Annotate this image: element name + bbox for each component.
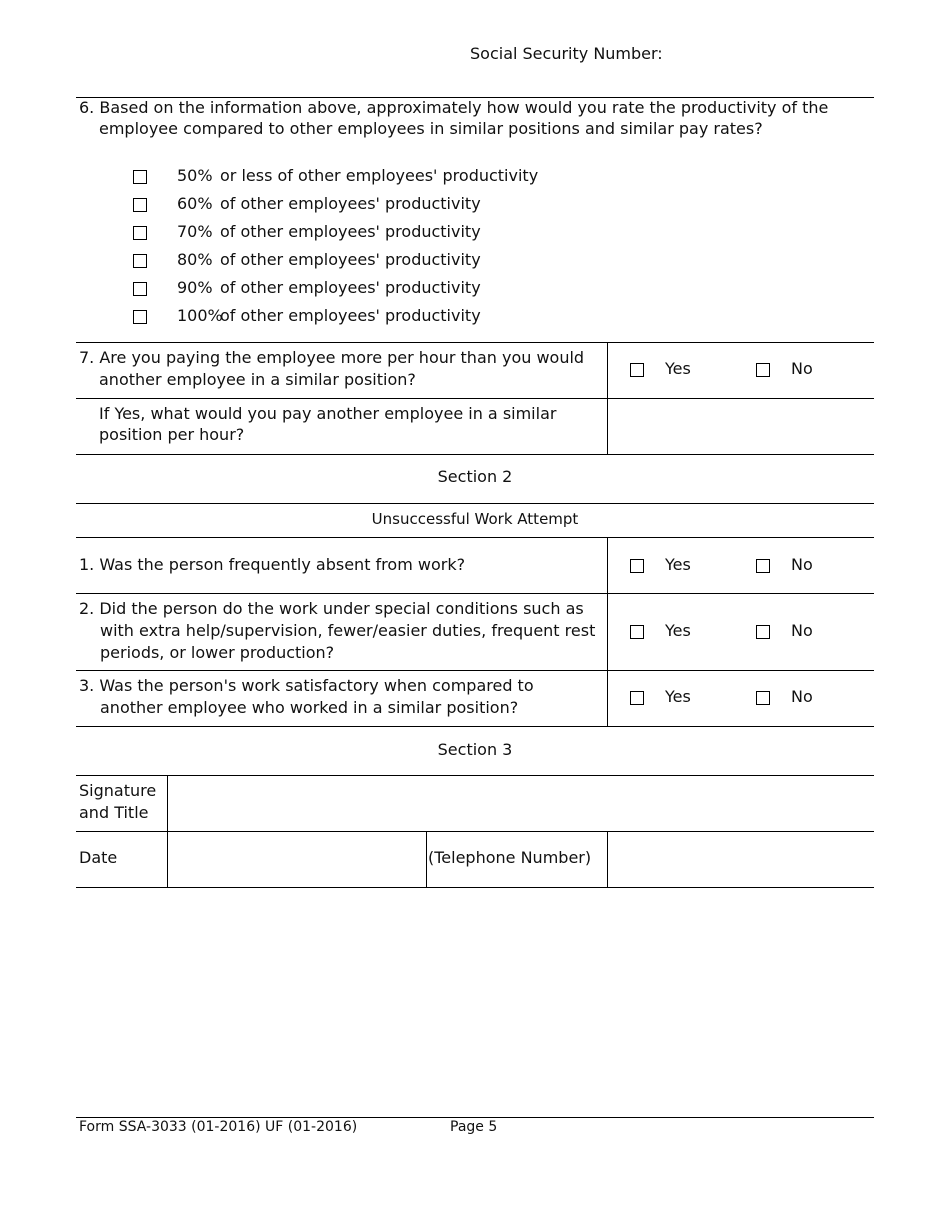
q7-followup-line2: position per hour? — [99, 425, 245, 444]
ssn-label: Social Security Number: — [470, 44, 663, 63]
section3-title: Section 3 — [437, 740, 513, 759]
s2-q2-yes-checkbox[interactable] — [630, 625, 644, 639]
q7-text-line2: another employee in a similar position? — [99, 370, 416, 389]
section2-subtitle-divider — [76, 537, 874, 538]
q6-option-90 — [133, 277, 633, 305]
section3-bottom-border — [76, 887, 874, 888]
q7-top-border — [76, 342, 874, 343]
q6-option-50-text: or less of other employees' productivity — [220, 166, 539, 185]
s2-q3-no-label: No — [791, 687, 813, 706]
page-number: Page 5 — [450, 1119, 498, 1135]
q6-option-60-text: of other employees' productivity — [220, 194, 481, 213]
q6-option-70 — [133, 221, 633, 249]
s2-q2-text-line2: with extra help/supervision, fewer/easier duties, frequent rest — [100, 621, 596, 640]
q6-checkbox-70[interactable] — [133, 226, 147, 240]
s2-q3-yes-label: Yes — [665, 687, 691, 706]
q7-hourly-rate-field[interactable] — [608, 399, 874, 454]
s2-q2-no-label: No — [791, 621, 813, 640]
section2-title-divider — [76, 503, 874, 504]
q6-option-60-pct: 60% — [177, 194, 213, 213]
q7-column-divider — [607, 342, 608, 454]
signature-field[interactable] — [168, 776, 874, 831]
q6-option-90-text: of other employees' productivity — [220, 278, 481, 297]
form-id: Form SSA-3033 (01-2016) UF (01-2016) — [79, 1119, 358, 1135]
q6-checkbox-80[interactable] — [133, 254, 147, 268]
s2-q1-yes-label: Yes — [665, 555, 691, 574]
q6-text-line2: employee compared to other employees in similar positions and similar pay rates? — [99, 119, 763, 138]
telephone-label: (Telephone Number) — [428, 848, 592, 867]
q6-option-80 — [133, 249, 633, 277]
s2-q3-text-line1: 3. Was the person's work satisfactory when compared to — [79, 676, 534, 695]
q6-option-70-pct: 70% — [177, 222, 213, 241]
s2-q3-text-line2: another employee who worked in a similar position? — [100, 698, 519, 717]
s2-q2-text-line3: periods, or lower production? — [100, 643, 335, 662]
section2-title: Section 2 — [437, 467, 513, 486]
date-label: Date — [79, 848, 118, 867]
s2-column-divider — [607, 537, 608, 726]
s2-q2-no-checkbox[interactable] — [756, 625, 770, 639]
date-field[interactable] — [168, 832, 426, 887]
signature-label-line1: Signature — [79, 781, 157, 800]
q6-option-90-pct: 90% — [177, 278, 213, 297]
section2-subtitle: Unsuccessful Work Attempt — [371, 510, 579, 528]
s2-q3-no-checkbox[interactable] — [756, 691, 770, 705]
s2-q1-no-checkbox[interactable] — [756, 559, 770, 573]
q7-text-line1: 7. Are you paying the employee more per hour than you would — [79, 348, 585, 367]
q6-checkbox-90[interactable] — [133, 282, 147, 296]
q6-option-50-pct: 50% — [177, 166, 213, 185]
q7-yes-checkbox[interactable] — [630, 363, 644, 377]
s2-q2-text-line1: 2. Did the person do the work under special conditions such as — [79, 599, 584, 618]
q6-option-100-text: of other employees' productivity — [220, 306, 481, 325]
q7-no-checkbox[interactable] — [756, 363, 770, 377]
q6-checkbox-100[interactable] — [133, 310, 147, 324]
q7-yes-label: Yes — [665, 359, 691, 378]
q7-followup-line1: If Yes, what would you pay another employee in a similar — [99, 404, 557, 423]
q6-checkbox-50[interactable] — [133, 170, 147, 184]
q6-option-80-text: of other employees' productivity — [220, 250, 481, 269]
q6-checkbox-60[interactable] — [133, 198, 147, 212]
s2-q3-yes-checkbox[interactable] — [630, 691, 644, 705]
date-telephone-divider — [426, 831, 427, 887]
q6-option-100 — [133, 305, 633, 333]
q6-text-line1: 6. Based on the information above, approximately how would you rate the productivity of the — [79, 98, 829, 117]
telephone-field[interactable] — [608, 832, 874, 887]
q7-no-label: No — [791, 359, 813, 378]
q6-option-100-pct: 100% — [177, 306, 223, 325]
s2-q2-yes-label: Yes — [665, 621, 691, 640]
s2-bottom-border — [76, 726, 874, 727]
s2-q1-no-label: No — [791, 555, 813, 574]
q6-option-60 — [133, 193, 633, 221]
q6-option-80-pct: 80% — [177, 250, 213, 269]
signature-label-line2: and Title — [79, 803, 149, 822]
s2-q1-text: 1. Was the person frequently absent from work? — [79, 555, 466, 574]
q6-option-50 — [133, 165, 633, 193]
s2-q1-bottom-border — [76, 593, 874, 594]
s2-q2-bottom-border — [76, 670, 874, 671]
q6-option-70-text: of other employees' productivity — [220, 222, 481, 241]
s2-q1-yes-checkbox[interactable] — [630, 559, 644, 573]
q7-bottom-border — [76, 454, 874, 455]
